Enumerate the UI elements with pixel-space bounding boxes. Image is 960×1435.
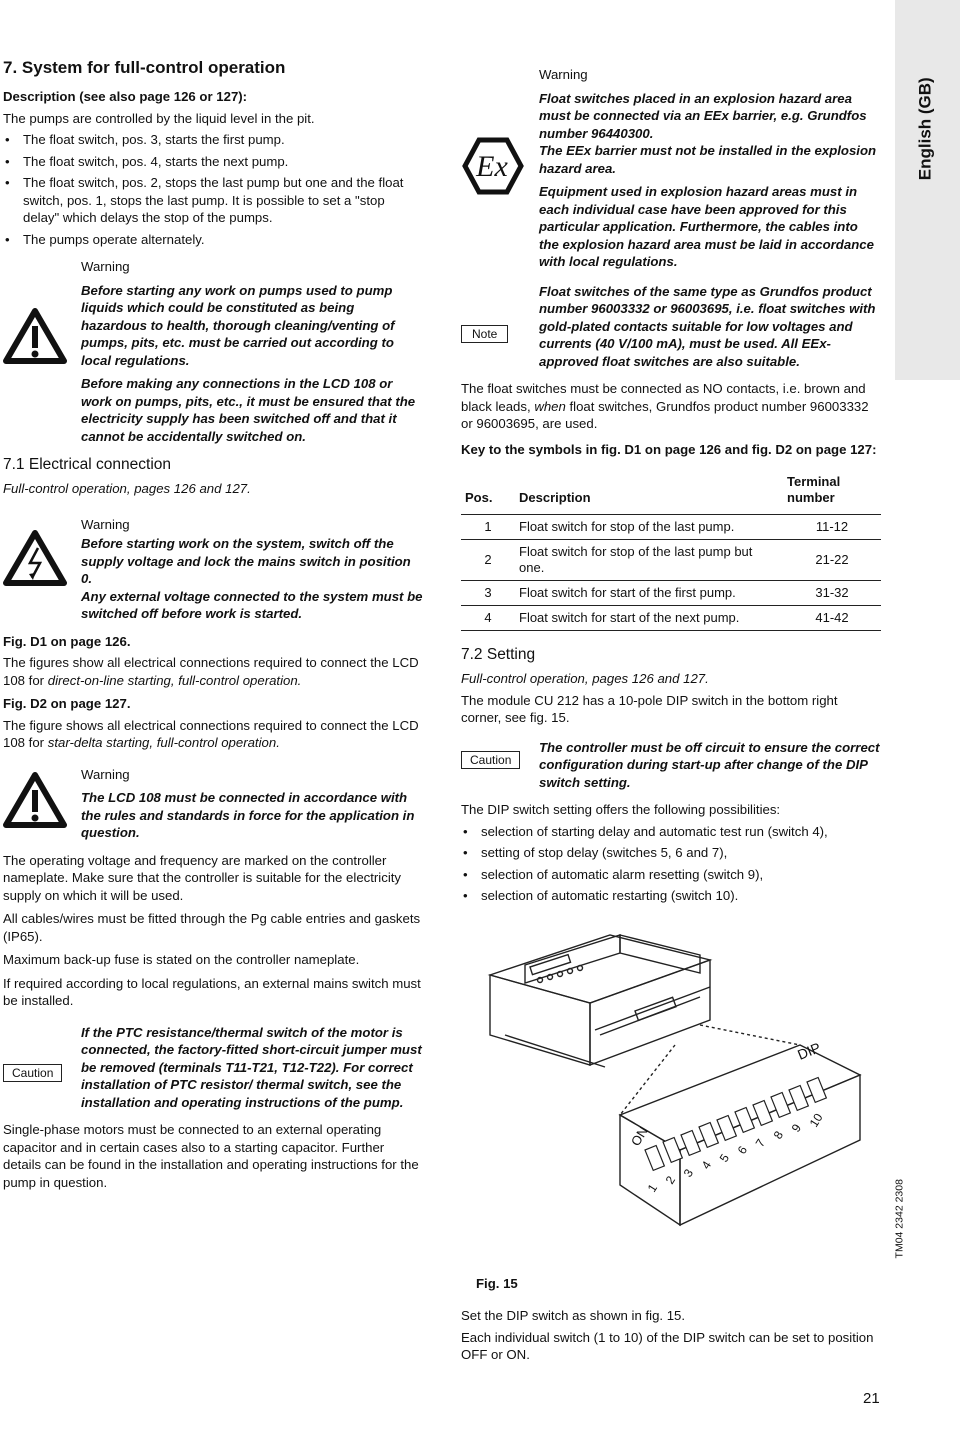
warning-triangle-icon bbox=[3, 308, 67, 369]
warning-label: Warning bbox=[81, 259, 130, 274]
caution-text: The controller must be off circuit to ensure the correct configuration during start-up after change of the DIP switch setting. bbox=[539, 739, 880, 790]
caution-box bbox=[3, 1064, 62, 1082]
list-item: • setting of stop delay (switches 5, 6 and 7), bbox=[461, 844, 881, 862]
dip-bullets bbox=[461, 823, 881, 905]
dip-number: 8 bbox=[770, 1128, 787, 1142]
note-label: Note bbox=[461, 325, 508, 343]
warning-electrical bbox=[3, 516, 423, 623]
caution-dip bbox=[461, 739, 881, 792]
note-text: Float switches of the same type as Grundfos product number 96003332 or 96003695, i.e. float switches with gold-plated contacts suitable for low voltages and currents (40 V/100 mA), must be used. All EEx-approved float switches are also suitable. bbox=[539, 283, 876, 369]
description-bullets bbox=[3, 131, 423, 248]
note-box bbox=[461, 325, 508, 343]
tm-code: TM04 2342 2308 bbox=[893, 1179, 906, 1259]
table-row: 2 Float switch for stop of the last pump but one. 21-22 bbox=[461, 540, 881, 581]
paragraph: Each individual switch (1 to 10) of the DIP switch can be set to position OFF or ON. bbox=[461, 1329, 874, 1362]
warning-text: The EEx barrier must not be installed in the explosion hazard area. bbox=[539, 143, 877, 176]
section-7-1-subtitle: Full-control operation, pages 126 and 127. bbox=[3, 481, 251, 496]
paragraph: All cables/wires must be fitted through the Pg cable entries and gaskets (IP65). bbox=[3, 911, 421, 944]
key-heading: Key to the symbols in fig. D1 on page 126 and fig. D2 on page 127: bbox=[461, 441, 877, 457]
caution-box bbox=[461, 751, 520, 769]
figure-caption: Fig. 15 bbox=[476, 1276, 518, 1291]
dip-number: 7 bbox=[752, 1136, 769, 1150]
warning-text: Any external voltage connected to the system must be switched off before work is started. bbox=[81, 588, 423, 621]
dip-number: 1 bbox=[644, 1181, 661, 1195]
caution-text: If the PTC resistance/thermal switch of the motor is connected, the factory-fitted short-circuit jumper must be removed (terminals T11-T21, T12-T22). For correct installation of PTC resistor/ thermal switch, see the installation and operating instructions of the pump. bbox=[81, 1024, 422, 1110]
paragraph: The module CU 212 has a 10-pole DIP switch in the bottom right corner, see fig. 15. bbox=[461, 692, 838, 725]
warning-text: Before starting work on the system, switch off the supply voltage and lock the mains switch in position 0. bbox=[81, 536, 411, 586]
section-7-title: 7. System for full-control operation bbox=[3, 58, 286, 77]
after-figure-text bbox=[461, 1307, 881, 1364]
warning-explosion bbox=[461, 66, 881, 271]
warning-text: Before making any connections in the LCD 108 or work on pumps, pits, etc., it must be ensured that the electricity supply has been switched off and that it cannot be accidentally switched on. bbox=[81, 376, 416, 444]
table-row: 4 Float switch for start of the next pump. 41-42 bbox=[461, 606, 881, 631]
warning-standards bbox=[3, 766, 423, 842]
page-number: 21 bbox=[863, 1390, 880, 1407]
dip-number: 2 bbox=[662, 1173, 679, 1187]
list-item: • The float switch, pos. 3, starts the first pump. bbox=[3, 131, 423, 149]
warning-text: Before starting any work on pumps used to pump liquids which could be constituted as being hazardous to health, thorough cleaning/venting of pumps, pits, etc. must be carried out according to local regulations. bbox=[81, 282, 395, 368]
table-header-row bbox=[461, 470, 881, 515]
paragraph: The operating voltage and frequency are marked on the controller nameplate. Make sure that the controller is suitable for the electricity supply on which it will be used. bbox=[3, 852, 402, 903]
electrical-hazard-icon bbox=[3, 530, 67, 591]
controller-illustration bbox=[470, 925, 870, 1270]
warning-text: The LCD 108 must be connected in accordance with the rules and standards in force for the application in question. bbox=[81, 790, 415, 840]
note-float-switches bbox=[461, 283, 881, 371]
table-row: 3 Float switch for start of the first pump. 31-32 bbox=[461, 581, 881, 606]
caution-label: Caution bbox=[3, 1064, 62, 1082]
warning-label: Warning bbox=[539, 67, 588, 82]
fig-d2-label: Fig. D2 on page 127. bbox=[3, 696, 131, 711]
table-row: 1 Float switch for stop of the last pump. 11-12 bbox=[461, 515, 881, 540]
paragraph: Single-phase motors must be connected to an external operating capacitor and in certain cases also to a starting capacitor. Further details can be found in the installation and operating instructions for the pump in question. bbox=[3, 1122, 419, 1190]
list-item: • The float switch, pos. 2, stops the last pump but one and the float switch, pos. 1, stops the last pump. It is possible to set a "stop delay" which delays the stop of the pumps. bbox=[3, 174, 423, 227]
paragraph: The DIP switch setting offers the following possibilities: bbox=[461, 802, 781, 817]
dip-number: 6 bbox=[734, 1143, 751, 1157]
language-label: English (GB) bbox=[915, 77, 935, 181]
language-sidebar bbox=[895, 0, 960, 380]
no-contacts-paragraph: The float switches must be connected as NO contacts, i.e. brown and black leads, when float switches, Grundfos product number 96003332 or 96003695, are used. bbox=[461, 381, 869, 431]
warning-text: Equipment used in explosion hazard areas must in each individual case have been approved for this particular application. Furthermore, the cables into the explosion hazard area must be laid in accordance with local regulations. bbox=[539, 184, 874, 269]
list-item: • The float switch, pos. 4, starts the next pump. bbox=[3, 153, 423, 171]
warning-triangle-icon bbox=[3, 772, 67, 833]
section-7-2-subtitle: Full-control operation, pages 126 and 127. bbox=[461, 671, 709, 686]
section-7-1-title: 7.1 Electrical connection bbox=[3, 456, 172, 473]
dip-number: 4 bbox=[698, 1158, 715, 1172]
fig-d2-text: The figure shows all electrical connections required to connect the LCD 108 for star-delta starting, full-control operation. bbox=[3, 717, 419, 750]
fig-d1-text: The figures show all electrical connections required to connect the LCD 108 for direct-on-line starting, full-control operation. bbox=[3, 655, 419, 688]
fig-d1-label: Fig. D1 on page 126. bbox=[3, 633, 131, 649]
description-intro: The pumps are controlled by the liquid level in the pit. bbox=[3, 110, 315, 126]
dip-number: 9 bbox=[788, 1121, 805, 1135]
list-item: • selection of automatic alarm resetting (switch 9), bbox=[461, 866, 881, 884]
paragraph: Set the DIP switch as shown in fig. 15. bbox=[461, 1308, 686, 1323]
dip-on-label: ON bbox=[627, 1124, 651, 1149]
column-header: Description bbox=[515, 470, 783, 515]
section-7-2-title: 7.2 Setting bbox=[461, 646, 536, 663]
right-column bbox=[461, 66, 881, 911]
paragraph: Maximum back-up fuse is stated on the controller nameplate. bbox=[3, 952, 360, 967]
dip-number: 3 bbox=[680, 1166, 697, 1180]
description-heading: Description (see also page 126 or 127): bbox=[3, 89, 248, 104]
warning-label: Warning bbox=[81, 766, 130, 782]
key-table bbox=[461, 470, 881, 631]
column-header: Pos. bbox=[461, 470, 515, 515]
dip-label: DIP bbox=[795, 1039, 823, 1063]
warning-label: Warning bbox=[81, 516, 130, 532]
caution-label: Caution bbox=[461, 751, 520, 769]
ex-hexagon-icon bbox=[461, 136, 525, 201]
paragraph: If required according to local regulations, an external mains switch must be installed. bbox=[3, 975, 421, 1008]
dip-number: 5 bbox=[716, 1151, 733, 1165]
warning-text: Float switches placed in an explosion hazard area must be connected via an EEx barrier, e.g. Grundfos number 96440300. bbox=[539, 90, 867, 141]
caution-ptc bbox=[3, 1024, 423, 1112]
warning-hazardous-liquids bbox=[3, 258, 423, 445]
figure-15 bbox=[470, 925, 870, 1270]
svg-text:Ex: Ex bbox=[476, 150, 508, 183]
list-item: • The pumps operate alternately. bbox=[3, 231, 423, 249]
list-item: • selection of automatic restarting (switch 10). bbox=[461, 887, 881, 905]
list-item: • selection of starting delay and automatic test run (switch 4), bbox=[461, 823, 881, 841]
column-header: Terminal number bbox=[783, 470, 881, 515]
left-column bbox=[3, 58, 423, 1191]
dip-number: 10 bbox=[806, 1110, 826, 1130]
